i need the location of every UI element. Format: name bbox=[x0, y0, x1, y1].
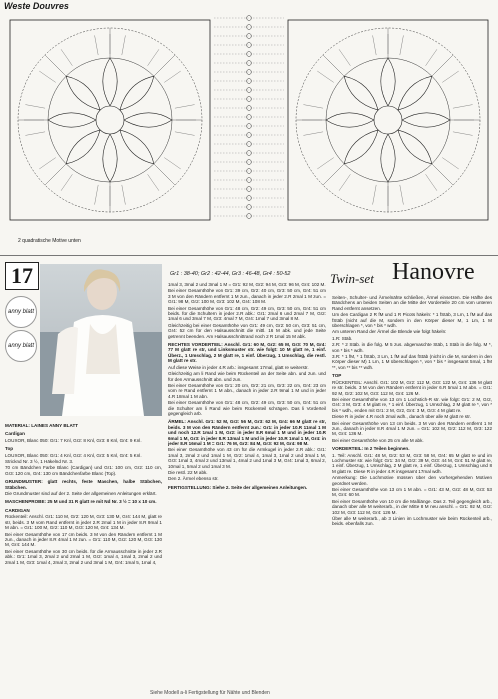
instruction-paragraph: 3.R: * 1 fM, * 1 fStäb, 3 Lm, 1 fM auf das fStäb (nicht in die M, sondern in den Körper dieser M) 1 Lm, 1 M überschlagen *, von * bis * insgesamt 5mal, 1 fM **, von ** bis ** wdh. bbox=[332, 354, 492, 370]
section-heading: RECHTES VORDERTEIL: Anschl. Gr1: 60 M, Gr2: 65 M, Gr3: 70 M, Gr4: 77 M glatt re str, und Linksmuster str. wie folgt: 10 M glatt re, 1 einf. Überz., 1 Umschlag, 2 M glatt re, 1 einf. Überzug, 1 Umschlag, die restl. M glatt re str. bbox=[168, 342, 326, 364]
instruction-paragraph: Um den Cardigan 2 R fM und 1 R Picots häkeln: * 1 fStäb, 3 Lm, 1 fM auf das fStäb (nicht auf die M, sondern in den Körper dieser M, 1 Lm, 1 M überschlagen *, von * bis * wdh. bbox=[332, 312, 492, 329]
crochet-chart bbox=[0, 10, 498, 245]
instruction-paragraph: 1mal 3, 3mal 2 und 3mal 1 M = Gr1: 92 M, Gr2: 94 M, Gr3: 96 M, Gr4: 102 M. bbox=[168, 282, 326, 287]
motif-stitch bbox=[164, 158, 180, 169]
instruction-paragraph: Bei einer Gesamthöhe von 13 cm 1 Lochstich-R str. wie folgt: Gr1: 2 M, Gr2, Gr4: 3 M, Gr3: 4 M glatt re, * 1 einf. Überzug, 1 Umschlag, 2 M glatt re *, von * bis * wdh., enden mit Gr1: 2 M, Gr2, Gr4: 3 M, Gr3: 4 M glatt re. bbox=[332, 396, 492, 413]
section-heading: FERTIGSTELLUNG: Siehe 2. Seite der allgemeinen Anleitungen. bbox=[168, 484, 308, 490]
instruction-paragraph: 1. Teil: Anschl. Gr1: 48 M, Gr2: 53 M, Gr3: 58 M, Gr4: 65 M glatt re und im Lochmuster str. wie folgt: Gr1: 34 M, Gr2: 39 M, Gr3: 44 M, Gr4: 51 M glatt re, 1 einf. Überzug, 1 Umschlag, 2 M glatt re, 1 einf. Überzug, 1 Umschlag und 8 M glatt re. Diese R in jeder 4.R insgesamt 17mal wdh. bbox=[332, 452, 492, 474]
motif-stitch bbox=[317, 158, 333, 169]
instruction-paragraph: 70 cm Bändchen Farbe Blanc (Cardigan) und Gr1: 100 cm, Gr2: 110 cm, Gr3: 120 cm, Gr4: 130 cm Bändchenfarbe Blanc (Top). bbox=[5, 465, 162, 476]
motif-petal bbox=[398, 76, 432, 110]
instruction-paragraph: Bei einer Gesamthöhe von 43 cm für die Armkugel in jeder 2.R abk.: Gr1: 1mal 3, 2mal 2 und 1mal 1 M, Gr2: 1mal 4, 1mal 3, 1mal 2 und 3mal 1 M, Gr3: 1mal 3, 4mal 2 und 13mal 1, 4mal 2 und 1mal 3 M, Gr4: 1mal 3, 6mal 2, 10mal 1, 5mal 2 und 1mal 3 M. bbox=[168, 447, 326, 469]
instruction-paragraph: LOUXOR, Blanc 050: Gr1: 4 Knl, Gr2: 4 Knl, Gr3: 5 Knl, Gr4: 5 Knl. bbox=[5, 452, 142, 458]
motif-center-ring bbox=[96, 106, 124, 134]
motif-stitch bbox=[148, 174, 159, 190]
motif-petal bbox=[344, 130, 378, 164]
motif-petal bbox=[48, 113, 96, 127]
instruction-paragraph: 2.R: * 2 Stäb. in die folg. M 5 zus. abgemaschte Stäb, 1 Stäb in die folg. M *, von * bis * wdh. bbox=[332, 342, 492, 353]
instruction-paragraph: Anmerkung: Die Lochmotive müssen über den vorhergehenden Motiven geordnet werden. bbox=[332, 475, 492, 486]
motif-petal bbox=[66, 130, 100, 164]
model-photo bbox=[40, 264, 162, 416]
instructions-middle-column bbox=[168, 282, 326, 690]
motif-stitch bbox=[122, 185, 126, 205]
instruction-paragraph: Über alle M weiterarb., ab 3 Linien im Lochmuster wie beim Rückenteil arb., beids. ebenfalls zun. bbox=[332, 516, 492, 527]
motif-petal bbox=[120, 130, 154, 164]
page-header-title: Weste Douvres bbox=[4, 1, 69, 11]
motif-petal bbox=[103, 58, 117, 106]
motif-stitch bbox=[327, 59, 341, 73]
instruction-paragraph: Bei einer Gesamthöhe von 13 cm beids. 3 M von den Rändern entfernt 1 M zun., danach in jeder 8.R 4mal 1 M zun. = Gr1: 102 M, Gr2: 112 M, Gr3: 122 M, Gr4: 136 M. bbox=[332, 420, 492, 437]
motif-stitch bbox=[317, 71, 333, 82]
motif-stitch bbox=[435, 167, 449, 181]
motif-stitch bbox=[61, 49, 72, 65]
motif-stitch bbox=[426, 49, 437, 65]
motif-stitch bbox=[426, 174, 437, 190]
motif-stitch bbox=[157, 59, 171, 73]
motif-stitch bbox=[61, 174, 72, 190]
motif-stitch bbox=[373, 35, 377, 55]
section-heading: TOP bbox=[332, 373, 342, 379]
motif-petal bbox=[398, 130, 432, 164]
motif-petal bbox=[344, 76, 378, 110]
size-range: Gr1 : 38-40; Gr2 : 42-44, Gr3 : 46-48, Gr4 : 50-52 bbox=[170, 271, 291, 277]
motif-stitch bbox=[148, 49, 159, 65]
instruction-paragraph: LOUXOR, Blanc 050: Gr1: 7 Knl, Gr2: 8 Knl, Gr3: 8 Knl, Gr4: 9 Knl. bbox=[5, 437, 142, 443]
motif-stitch bbox=[400, 35, 404, 55]
instruction-paragraph: Bei einer Gesamthöhe von Gr1: 48 cm, Gr2: 49 cm, Gr3: 50 cm, Gr4: 51 cm die Schulter am li Rand wie beim Rückenteil schrägen. Das li Vorderteil gegengleich arb. bbox=[168, 400, 326, 416]
instruction-paragraph: Bei einer Gesamthöhe von Gr1: 39 cm, Gr2: 40 cm, Gr3: 50 cm, Gr4: 51 cm 3 M von den Rändern entfernt 1 M zun., danach in jeder 2.R 2mal 1 M zun. = Gr1: 98 M, Gr2: 100 M, Gr3: 102 M, Gr4: 108 M. bbox=[168, 288, 326, 305]
motif-petal bbox=[120, 76, 154, 110]
motif-stitch bbox=[39, 158, 55, 169]
motif-petal bbox=[402, 113, 450, 127]
instruction-paragraph: Bei einer Gesamthöhe von 13 cm 1 M abn. = Gr1: 43 M, Gr2: 48 M, Gr3: 53 M, Gr4: 60 M. bbox=[332, 487, 492, 498]
section-heading: GRUNDMUSTER: glatt rechts, feste Maschen, halbe Stäbchen, Stäbchen. bbox=[5, 479, 162, 490]
motif-stitch bbox=[303, 132, 323, 136]
motif-stitch bbox=[442, 158, 458, 169]
section-heading: Top bbox=[5, 446, 14, 452]
instruction-paragraph: Die Grundmuster sind auf der 2. Seite der allgemeinen Anleitungen erklärt. bbox=[5, 491, 157, 497]
motif-stitch bbox=[39, 71, 55, 82]
instruction-paragraph: Seiten-, Schulter- und Ärmelnähte schließen, Ärmel einsetzen. Die Hälfte des Bändchens an beiden Seiten an die Mitte der Vorderteile 20 cm vom unteren Rand entfernt ansetzen. bbox=[332, 295, 492, 311]
motif-stitch bbox=[435, 59, 449, 73]
section-heading: Cardigan bbox=[5, 431, 25, 437]
motif-center-ring bbox=[374, 106, 402, 134]
motif-stitch bbox=[95, 35, 99, 55]
motif-stitch bbox=[25, 105, 45, 109]
instruction-paragraph: Bei einer Gesamthöhe von Gr1: 20 cm, Gr2: 21 cm, Gr3: 22 cm, Gr4: 23 cm vom re Rand entfernt 1 M abn., danach in jeder 2.R 9mal 1 M und in jeder 4.R 18mal 1 M abn. bbox=[168, 382, 326, 399]
instruction-paragraph: RÜCKENTEIL: Anschl. Gr1: 102 M, Gr2: 112 M, Gr3: 122 M, Gr4: 136 M glatt re str. beids. 3 M von den Rändern entfernt in jeder 6.R 5mal 1 M abn. = Gr1: 92 M, Gr2: 102 M, Gr3: 112 M, Gr4: 126 M. bbox=[332, 379, 492, 396]
section-heading: CARDIGAN bbox=[5, 507, 30, 513]
motif-stitch bbox=[400, 185, 404, 205]
instructions-left-column bbox=[5, 420, 162, 690]
motif-stitch bbox=[453, 132, 473, 136]
instruction-paragraph: Diese R in jeder 4.R noch 2mal wdh., danach über alle M glatt re str. bbox=[332, 414, 471, 420]
motif-stitch bbox=[453, 105, 473, 109]
crochet-motifs bbox=[10, 16, 488, 220]
section-heading: VORDERTEIL: In 2 Teilen beginnen. bbox=[332, 446, 410, 452]
instruction-paragraph: Bei einer Gesamthöhe von 10 cm die Maßlänge. Das 2. Teil gegengleich arb., danach über alle M weiterarb., in der Mitte 8 M neu anschl. = Gr1: 92 M, Gr2: 102 M, Gr3: 112 M, Gr4: 126 M. bbox=[332, 498, 492, 515]
instruction-paragraph: Gleichzeitig am li Rand wie beim Rückenteil an der Seite abn. und zun. und für den Armausschnitt abn. und zun. bbox=[168, 371, 326, 382]
instructions-right-column bbox=[332, 295, 492, 690]
section-heading: ÄRMEL: Anschl. Gr1: 52 M, Gr2: 56 M, Gr3: 62 M, Gr4: 66 M glatt re str, beids. 3 M von den Rändern entfernt zun.: Gr1: in jeder 10.R 11mal 1 M und noch 12.R 1mal 1 M, Gr2: in jeder 8.R 6mal 1 M und in jeder 10.R 6mal 1 M, Gr3: in jeder 8.R 13mal 1 M und in jeder 10.R 1mal 1 M, Gr4: in jeder 8.R 16mal 1 M = Gr1: 76 M, Gr2: 84 M, Gr3: 92 M, Gr4: 98 M. bbox=[168, 419, 326, 446]
motif-stitch bbox=[95, 185, 99, 205]
instruction-paragraph: Gleichzeitig bei einer Gesamthöhe von Gr1: 49 cm, Gr2: 50 cm, Gr3: 51 cm, Gr4: 52 cm für den Halsausschnitt die mittl. 16 M abk. und jede Seite getrennt beenden. Am Halsausschnittrand noch 2 R 1mal 15 M abk. bbox=[168, 322, 326, 339]
motif-middle-ring bbox=[326, 58, 450, 182]
page-footer: Siehe Modell a-li Fertigstellung für Nähte und Blenden bbox=[150, 690, 270, 696]
motif-stitch bbox=[49, 59, 63, 73]
instruction-paragraph: Rückenteil: Anschl. Gr1: 110 M, Gr2: 120 M, Gr3: 130 M, Gr4: 144 M, glatt re str, beids. 3 M vom Rand entfernt in jeder 2.R 2mal 1 M in jeder 8.R 9mal 1 M abn. = Gr1: 100 M, Gr2: 110 M, Gr3: 120 M, Gr4: 134 M. bbox=[5, 514, 162, 531]
motif-stitch bbox=[25, 132, 45, 136]
instruction-paragraph: Die restl. 22 M abk. bbox=[168, 470, 208, 475]
motif-stitch bbox=[373, 185, 377, 205]
instruction-paragraph: Bei einer Gesamthöhe von 25 cm alle M abk. bbox=[332, 437, 424, 443]
anny-blatt-logo: anny blatt bbox=[5, 296, 37, 328]
motif-petal bbox=[326, 113, 374, 127]
motif-petal bbox=[66, 76, 100, 110]
motif-stitch bbox=[442, 71, 458, 82]
motif-stitch bbox=[327, 167, 341, 181]
motif-stitch bbox=[175, 105, 195, 109]
instruction-paragraph: Den 2. Ärmel ebenso str. bbox=[168, 476, 219, 482]
motif-stitch bbox=[303, 105, 323, 109]
instruction-paragraph: Auf diese Weise in jeder 4.R arb.: insgesamt 17mal, glatt re weiterstr. bbox=[168, 364, 309, 370]
instruction-paragraph: Stricknd Nr. 3 ½, 1 Häkelnd Nr. 3. bbox=[5, 459, 74, 465]
instruction-paragraph: Bei einer Gesamthöhe von 17 cm beids. 3 M von den Rändern entfernt 1 M zun., danach in jeder 8.R 4mal 1 M zun. = Gr1: 110 M, Gr2: 120 M, Gr3: 130 M, Gr4: 144 M. bbox=[5, 531, 162, 548]
instruction-paragraph: Am unteren Rand der Ärmel die Blende wie folgt häkeln: bbox=[332, 329, 447, 335]
motif-petal bbox=[381, 58, 395, 106]
motif-petal bbox=[381, 134, 395, 182]
pattern-title: Hanovre bbox=[392, 259, 475, 285]
pattern-number: 17 bbox=[5, 262, 39, 290]
anny-blatt-logo: anny blatt bbox=[5, 330, 37, 362]
motif-stitch bbox=[49, 167, 63, 181]
motif-stitch bbox=[164, 71, 180, 82]
motif-stitch bbox=[339, 49, 350, 65]
motif-petal bbox=[103, 134, 117, 182]
diagram-caption: 2 quadratische Motive unten bbox=[18, 238, 81, 244]
motif-stitch bbox=[157, 167, 171, 181]
instruction-paragraph: 1.R: Stäb. bbox=[332, 335, 353, 341]
section-divider bbox=[0, 255, 498, 256]
model-photo-illustration bbox=[40, 264, 162, 416]
motif-stitch bbox=[339, 174, 350, 190]
motif-middle-ring bbox=[48, 58, 172, 182]
motif-stitch bbox=[122, 35, 126, 55]
motif-petal bbox=[124, 113, 172, 127]
instruction-paragraph: Bei einer Gesamthöhe von 30 cm beids. für die Armausschnitte in jeder 2.R abk.: Gr1: 1mal 3, 2mal 2 und 2mal 1 M, Gr2: 1mal 4, 1mal 3, 2mal 2 und 2mal 1 M, Gr3: 1mal 4, 2mal 3, 2mal 2 und 3mal 1 M, Gr4: 1mal 5, 1mal 4, bbox=[5, 548, 162, 565]
instruction-paragraph: Bei einer Gesamthöhe von Gr1: 48 cm, Gr2: 49 cm, Gr3: 50 cm, Gr4: 51 cm beids. für die Schultern in jeder 2.R abk.: Gr1: 2mal 6 und 2mal 7 M, Gr2: 1mal 6 und 3mal 7 M, Gr3: 4mal 7 M, Gr4: 1mal 7 und 3mal 8 M. bbox=[168, 305, 326, 322]
section-heading: MATERIAL: LAINES ANNY BLATT bbox=[5, 423, 79, 428]
section-heading: MASCHENPROBE: 25 M und 31 R glatt re mit Nd Nr. 3 ½ = 10 x 10 cm. bbox=[5, 499, 157, 505]
motif-stitch bbox=[175, 132, 195, 136]
pattern-title-prefix: Twin-set bbox=[330, 271, 374, 286]
